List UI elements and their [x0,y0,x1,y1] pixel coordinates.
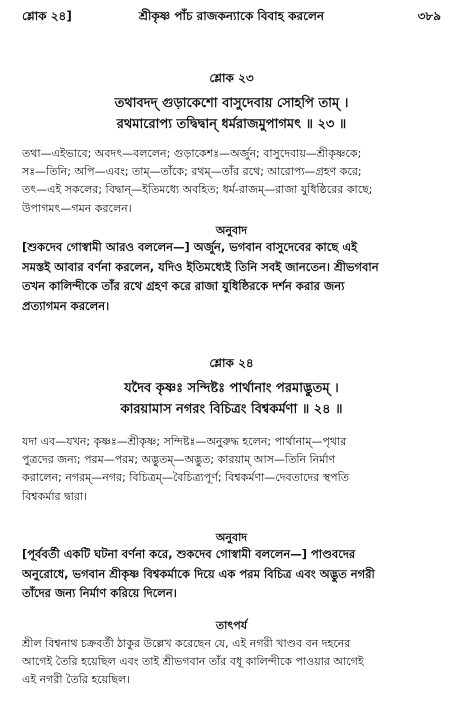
translation-line: [শুকদেব গোস্বামী আরও বললেন—] অর্জুন, ভগবান বাসুদেবের কাছে এই [22,240,358,254]
verse-23-synonyms [22,145,441,218]
header-verse-ref: শ্লোক ২৪] [22,9,72,23]
synonym-line: পুত্রদের জন্য; পরম—পরম; অদ্ভুতম্—অদ্ভুত; কারয়াম্ আস—তিনি নির্মাণ [22,453,336,467]
verse-23-translation-heading: অনুবাদ [215,224,248,237]
verse-24-purport-heading: তাৎপর্য [215,619,248,632]
synonym-line: করালেন; নগরম্—নগর; বিচিত্রম্—বৈচিত্র্যপূর্ণ; বিশ্বকর্মণা—দেবতাদের স্থপতি [22,471,349,485]
verse-23-line-1: তথাবদদ্ গুড়াকেশো বাসুদেবায় সোহপি তাম্ । [114,96,349,111]
verse-24-line-1: যদৈব কৃষ্ণঃ সন্দিষ্টঃ পার্থানাং পরমাদ্ভুতম্ । [124,381,339,396]
translation-line: সমস্তই আবার বর্ণনা করলেন, যদিও ইতিমধ্যেই তিনি সবই জানতেন। শ্রীভগবান [22,259,379,274]
running-header [22,8,441,26]
verse-23-heading: শ্লোক ২৩ [209,71,254,85]
translation-line: অনুরোধে, ভগবান শ্রীকৃষ্ণ বিশ্বকর্মাকে দিয়ে এক পরম বিচিত্র এবং অদ্ভুত নগরী [22,566,375,581]
synonym-line: তৎ—এই সকলের; বিদ্বান্—ইতিমধ্যে অবহিত; ধর্ম-রাজম্—রাজা যুধিষ্ঠিরের কাছে; [22,183,373,197]
synonym-line: যদা এব—যখন; কৃষ্ণঃ—শ্রীকৃষ্ণ; সন্দিষ্টঃ—অনুরুদ্ধ হলেন; পার্থানাম্—পৃথার [22,435,347,448]
verse-24-text [22,378,441,420]
verse-24-synonyms [22,433,441,506]
synonym-line: সঃ—তিনি; অপি—এবং; তাম্—তাঁকে; রথম্—তাঁর রথে; আরোপ্য—গ্রহণ করে; [22,165,362,179]
verse-23-line-2: রথমারোপ্য তদ্বিদ্বান্ ধর্মরাজমুপাগমৎ ॥ ২৩ ॥ [116,117,347,132]
synonym-line: উপাগমৎ—গমন করলেন। [22,201,132,215]
verse-24-line-2: কারয়ামাস নগরং বিচিত্রং বিশ্বকর্মণা ॥ ২৪ ॥ [120,402,343,417]
translation-line: [পূর্ববর্তী একটি ঘটনা বর্ণনা করে, শুকদেব গোস্বামী বললেন—] পাণ্ডবদের [22,547,356,561]
translation-line: তাঁদের জন্য নির্মাণ করিয়ে দিলেন। [22,586,177,600]
purport-line: আগেই তৈরি হয়েছিল এবং তাই শ্রীভগবান তাঁর বধূ কালিন্দীকে পাওয়ার আগেই [22,655,364,669]
header-page-number: ৩৮৯ [417,9,441,23]
purport-line: এই নগরী তৈরি হয়েছিল। [22,673,131,687]
translation-line: তখন কালিন্দীকে তাঁর রথে গ্রহণ করে রাজা যুধিষ্ঠিরকে দর্শন করার জন্য [22,279,345,293]
synonym-line: তথা—এইভাবে; অবদৎ—বললেন; গুড়াকেশঃ—অর্জুন; বাসুদেবায়—শ্রীকৃষ্ণকে; [22,147,362,160]
header-chapter-title: শ্রীকৃষ্ণ পাঁচ রাজকন্যাকে বিবাহ করলেন [138,9,325,23]
purport-line: শ্রীল বিশ্বনাথ চক্রবর্তী ঠাকুর উল্লেখ করেছেন যে, এই নগরী খাণ্ডব বন দহনের [22,637,351,650]
verse-24-translation-heading: অনুবাদ [215,531,248,544]
translation-line: প্রত্যাগমন করলেন। [22,298,110,313]
verse-24-heading: শ্লোক ২৪ [209,356,254,370]
verse-23-translation [22,238,441,316]
verse-23-text [22,93,441,135]
verse-24-translation [22,545,441,604]
verse-24-purport [22,635,441,690]
synonym-line: বিশ্বকর্মার দ্বারা। [22,489,87,503]
